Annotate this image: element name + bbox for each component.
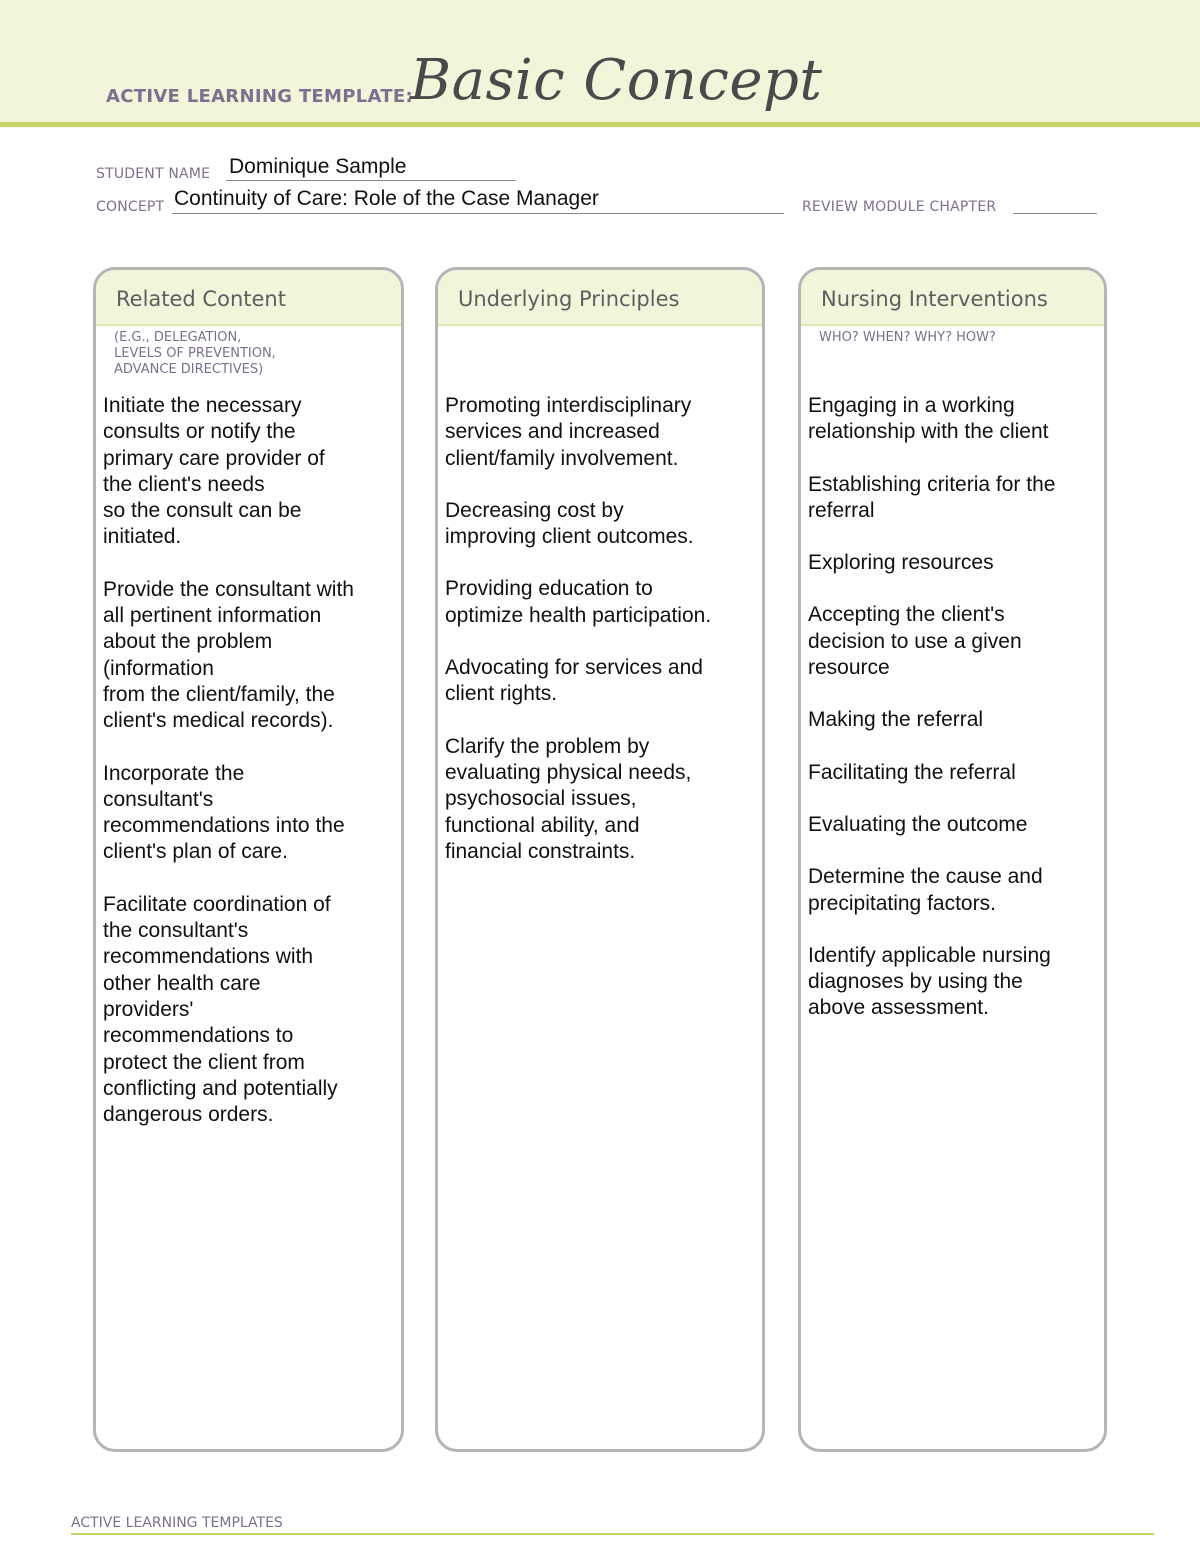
paragraph: Clarify the problem by evaluating physical needs, psychosocial issues, functional ability, and financial constraints. xyxy=(445,734,692,863)
panel-header xyxy=(801,270,1104,326)
footer-divider xyxy=(71,1533,1154,1535)
review-module-line[interactable] xyxy=(1013,213,1097,214)
paragraph: Decreasing cost by improving client outcomes. xyxy=(445,498,694,549)
panel-header xyxy=(96,270,401,326)
paragraph: Identify applicable nursing diagnoses by using the above assessment. xyxy=(808,943,1051,1020)
paragraph: Determine the cause and precipitating factors. xyxy=(808,865,1043,915)
paragraph: Making the referral xyxy=(808,708,984,732)
concept-value[interactable]: Continuity of Care: Role of the Case Manager xyxy=(174,187,599,210)
panel-subtitle: (E.G., DELEGATION, LEVELS OF PREVENTION, ADVANCE DIRECTIVES) xyxy=(114,330,276,377)
panel-title: Nursing Interventions xyxy=(821,287,1048,311)
student-name-label: STUDENT NAME xyxy=(96,166,211,182)
paragraph: Incorporate the consultant's recommendations into the client's plan of care. xyxy=(103,761,345,864)
paragraph: Evaluating the outcome xyxy=(808,812,1028,836)
header-divider xyxy=(0,122,1200,127)
panel-nursing-interventions xyxy=(798,267,1107,1452)
template-label: ACTIVE LEARNING TEMPLATE: xyxy=(106,86,413,107)
paragraph: Engaging in a working relationship with the client xyxy=(808,394,1049,444)
paragraph: Provide the consultant with all pertinent information about the problem (information from the client/family, the client's medical records). xyxy=(103,577,354,733)
panel-body[interactable] xyxy=(445,393,756,891)
review-module-label: REVIEW MODULE CHAPTER xyxy=(802,199,997,215)
student-name-line xyxy=(226,180,516,181)
concept-label: CONCEPT xyxy=(96,199,165,215)
paragraph: Accepting the client's decision to use a given resource xyxy=(808,603,1022,680)
template-title: Basic Concept xyxy=(410,48,823,113)
panel-body[interactable] xyxy=(103,393,395,1154)
paragraph: Facilitate coordination of the consultant's recommendations with other health care providers' recommendations to protect the client from conflicting and potentially dangerous orders. xyxy=(103,892,338,1127)
panel-body[interactable] xyxy=(808,393,1098,1048)
footer-label: ACTIVE LEARNING TEMPLATES xyxy=(71,1515,283,1531)
panel-underlying-principles xyxy=(435,267,765,1452)
paragraph: Advocating for services and client rights. xyxy=(445,656,703,706)
paragraph: Establishing criteria for the referral xyxy=(808,472,1056,522)
paragraph: Providing education to optimize health participation. xyxy=(445,577,712,627)
panel-subtitle: WHO? WHEN? WHY? HOW? xyxy=(819,330,996,345)
paragraph: Exploring resources xyxy=(808,551,994,575)
panel-related-content xyxy=(93,267,404,1452)
panel-title: Underlying Principles xyxy=(458,287,680,311)
student-name-value[interactable]: Dominique Sample xyxy=(229,155,407,178)
panel-title: Related Content xyxy=(116,287,286,311)
panel-header xyxy=(438,270,762,326)
paragraph: Facilitating the referral xyxy=(808,760,1016,784)
paragraph: Promoting interdisciplinary services and increased client/family involvement. xyxy=(445,394,692,470)
paragraph: Initiate the necessary consults or notify the primary care provider of the client's needs so the consult can be initiated. xyxy=(103,394,325,549)
concept-line xyxy=(172,213,784,214)
